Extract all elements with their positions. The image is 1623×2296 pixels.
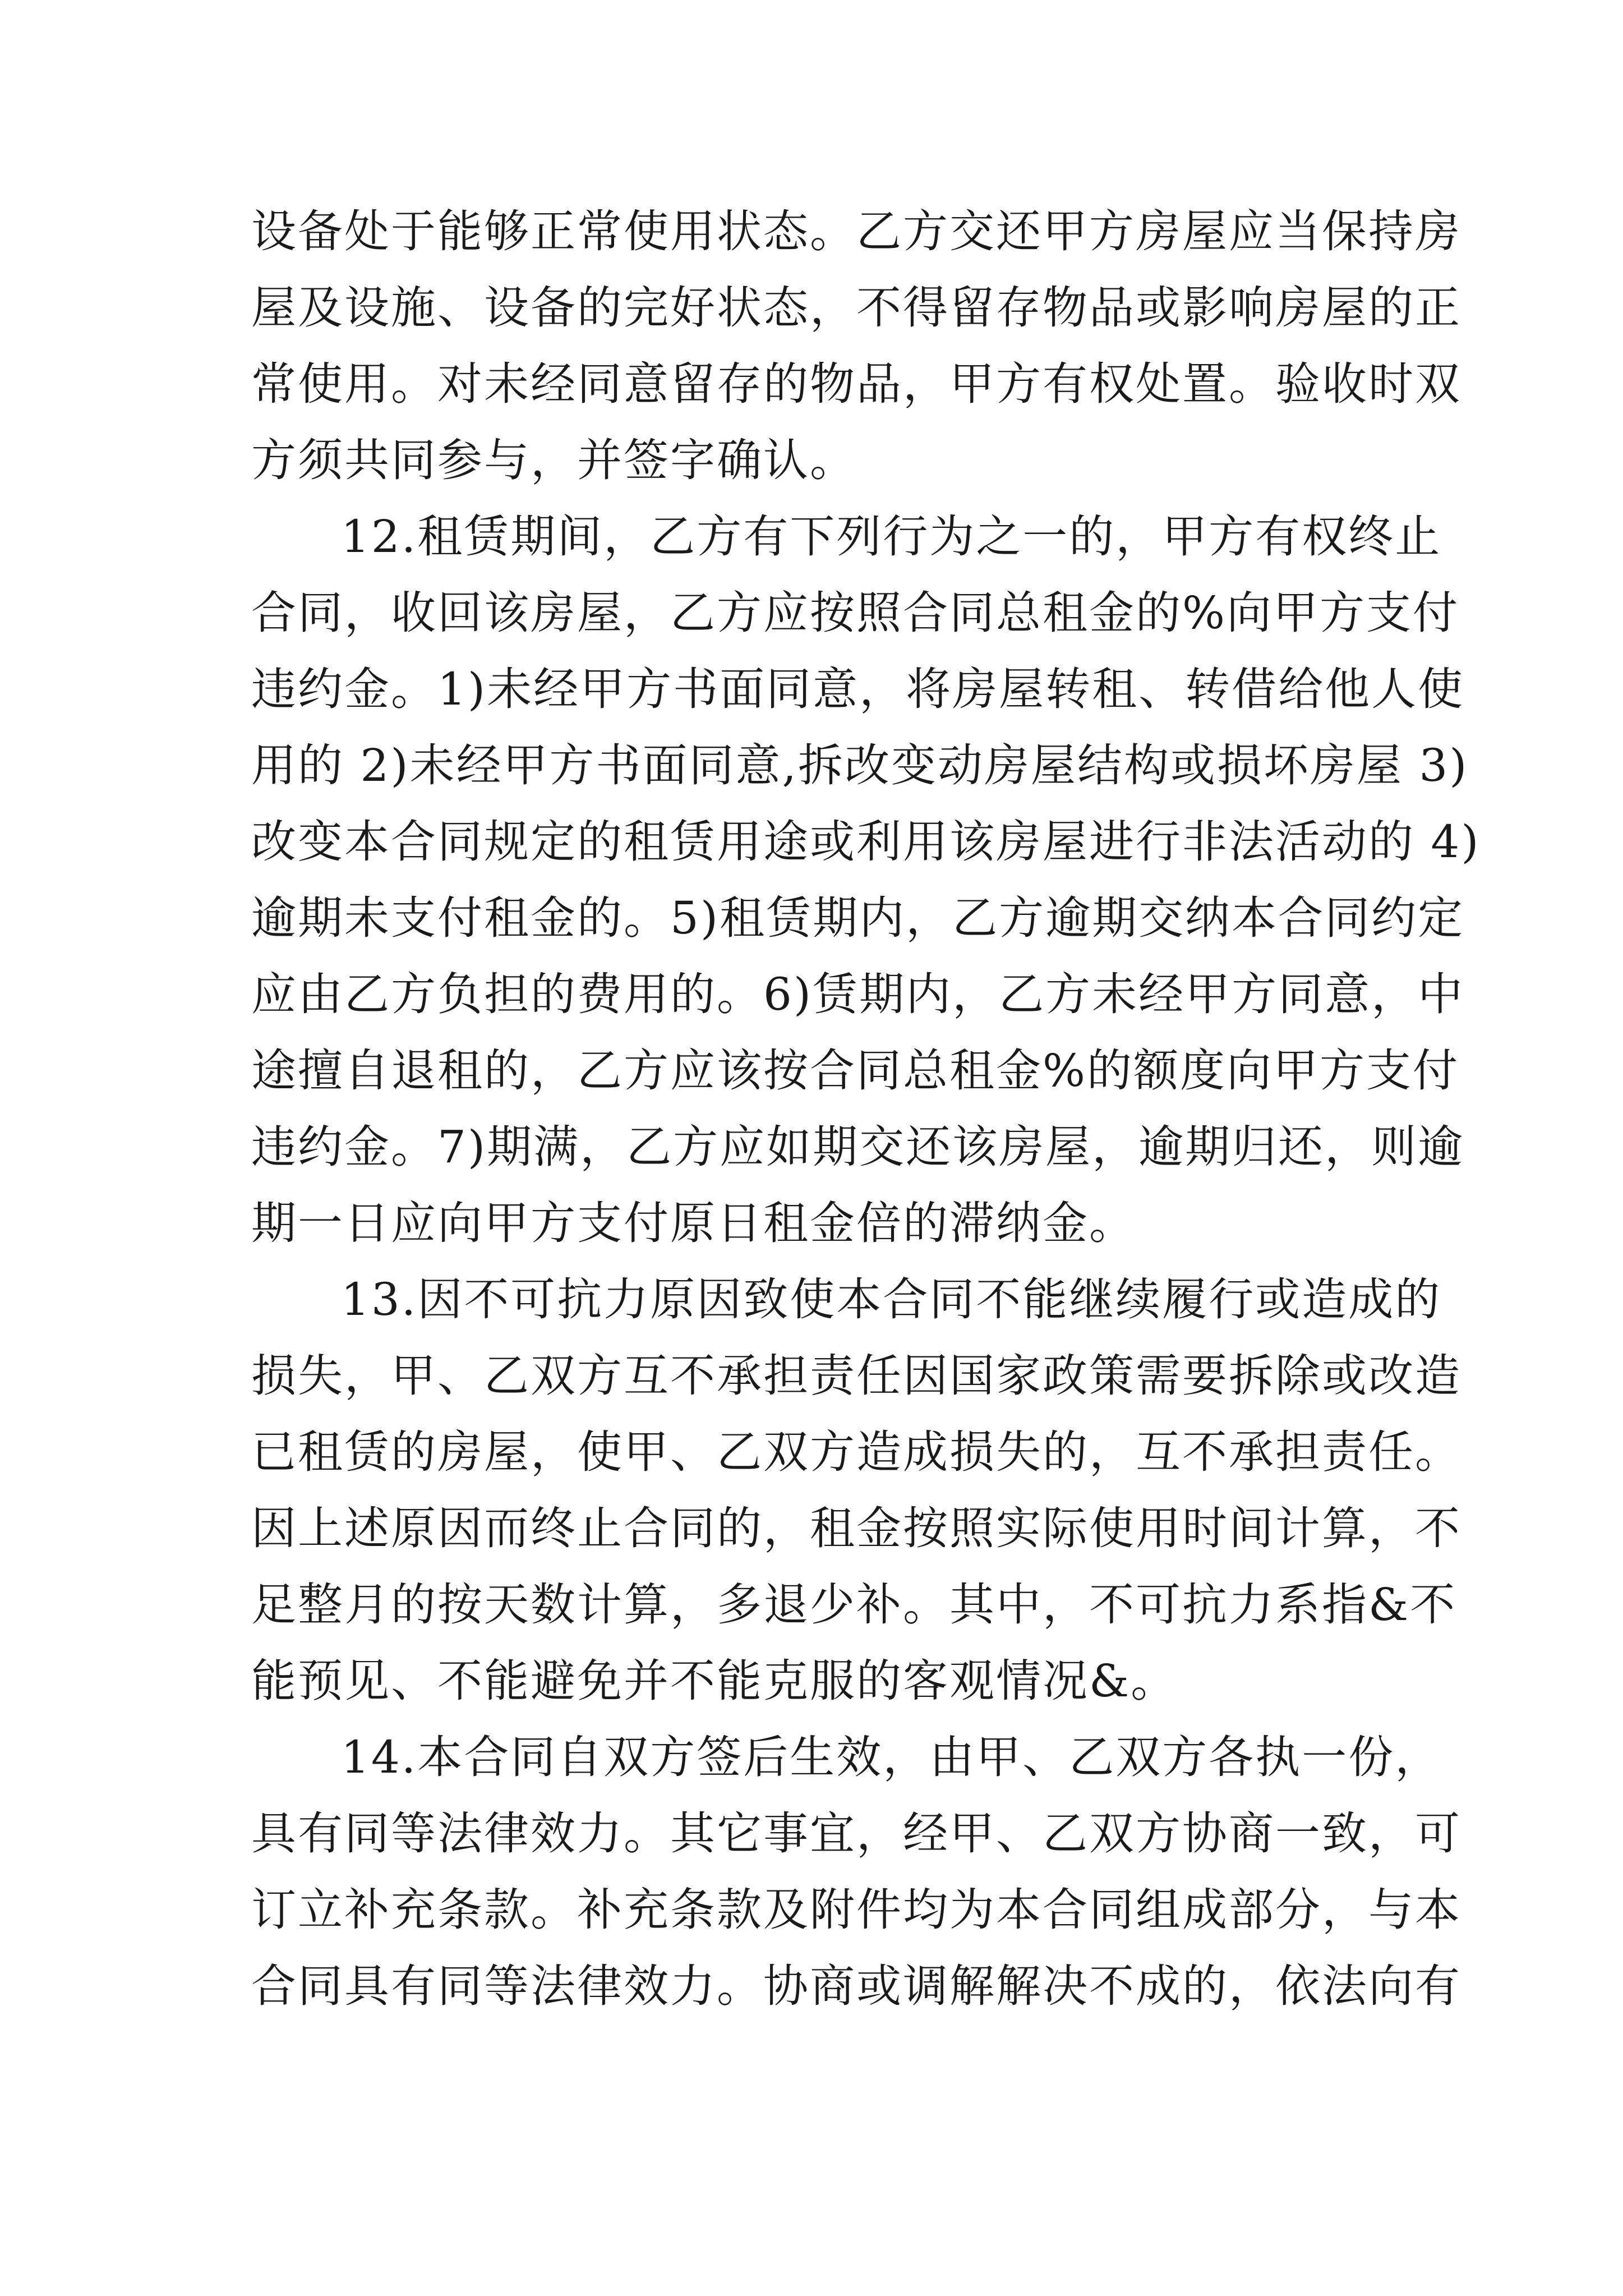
clause-14-first-line: 14.本合同自双方签后生效，由甲、乙双方各执一份， (341, 1731, 1442, 1783)
text-line: 用的 2)未经甲方书面同意,拆改变动房屋结构或损坏房屋 3) (251, 739, 1469, 792)
text-line: 能预见、不能避免并不能克服的客观情况&。 (251, 1655, 1178, 1707)
text-line: 损失，甲、乙双方互不承担责任因国家政策需要拆除或改造 (251, 1350, 1461, 1402)
text-line: 因上述原因而终止合同的，租金按照实际使用时间计算，不 (251, 1502, 1461, 1554)
text-line: 违约金。1)未经甲方书面同意，将房屋转租、转借给他人使 (251, 663, 1465, 715)
text-line: 屋及设施、设备的完好状态，不得留存物品或影响房屋的正 (251, 282, 1461, 334)
text-line: 合同具有同等法律效力。协商或调解解决不成的，依法向有 (251, 1960, 1461, 2012)
text-line: 逾期未支付租金的。5)租赁期内，乙方逾期交纳本合同约定 (251, 892, 1465, 944)
clause-12-first-line: 12.租赁期间，乙方有下列行为之一的，甲方有权终止 (341, 510, 1442, 563)
text-line: 常使用。对未经同意留存的物品，甲方有权处置。验收时双 (251, 358, 1461, 410)
text-line: 方须共同参与，并签字确认。 (251, 434, 856, 486)
text-line: 改变本合同规定的租赁用途或利用该房屋进行非法活动的 4) (251, 816, 1481, 868)
text-line: 订立补充条款。补充条款及附件均为本合同组成部分，与本 (251, 1884, 1461, 1936)
text-line: 途擅自退租的，乙方应该按合同总租金%的额度向甲方支付 (251, 1045, 1460, 1097)
text-line: 具有同等法律效力。其它事宜，经甲、乙双方协商一致，可 (251, 1807, 1461, 1860)
text-line: 足整月的按天数计算，多退少补。其中，不可抗力系指&不 (251, 1579, 1457, 1631)
text-line: 合同，收回该房屋，乙方应按照合同总租金的%向甲方支付 (251, 587, 1460, 639)
text-line: 违约金。7)期满，乙方应如期交还该房屋，逾期归还，则逾 (251, 1121, 1465, 1173)
text-line: 设备处于能够正常使用状态。乙方交还甲方房屋应当保持房 (251, 205, 1461, 257)
text-line: 应由乙方负担的费用的。6)赁期内，乙方未经甲方同意，中 (251, 968, 1465, 1020)
clause-13-first-line: 13.因不可抗力原因致使本合同不能继续履行或造成的 (341, 1273, 1442, 1326)
contract-body-text (251, 194, 1481, 2024)
text-line: 期一日应向甲方支付原日租金倍的滞纳金。 (251, 1197, 1136, 1249)
text-line: 已租赁的房屋，使甲、乙双方造成损失的，互不承担责任。 (251, 1426, 1461, 1478)
